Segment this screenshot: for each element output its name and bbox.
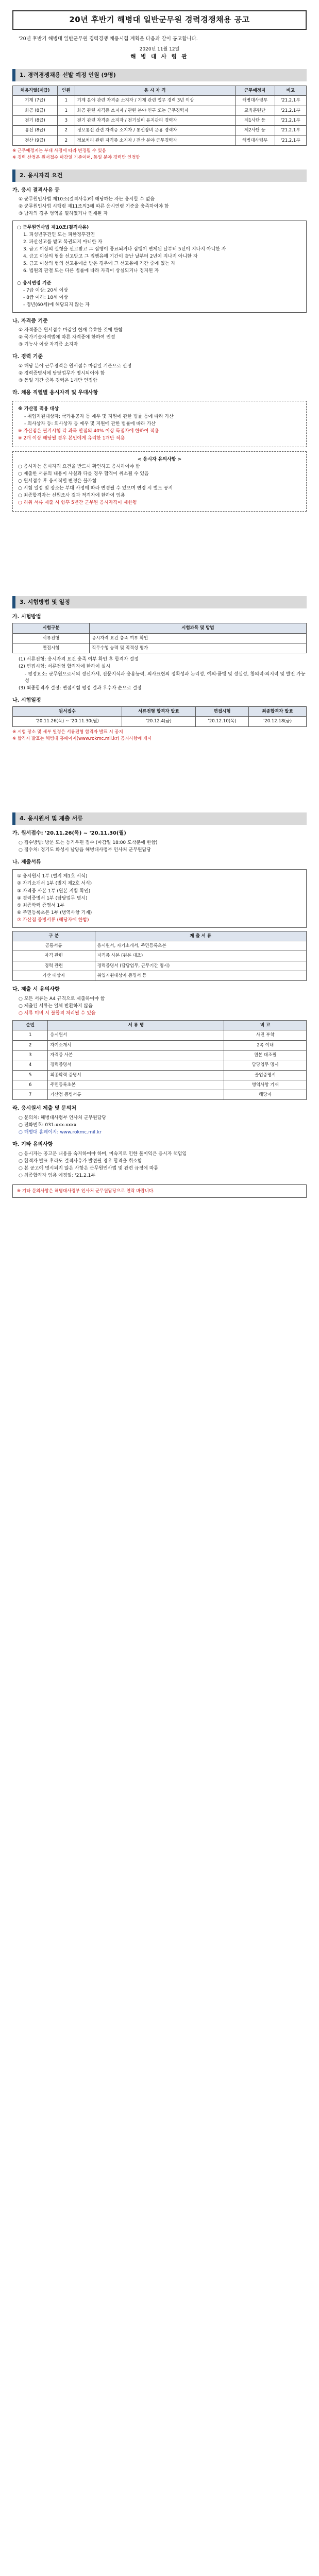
table-cell: 통신 (8급) (13, 126, 58, 135)
issuing-organization: 해 병 대 사 령 관 (130, 53, 189, 60)
text-line: ○ 서류 미비 시 불합격 처리될 수 있음 (19, 1010, 96, 1016)
text-line: ⑤ 최종학력 증명서 1부 (17, 903, 64, 908)
subsection-heading: 가. 원서접수: '20.11.26(목) ~ '20.11.30(월) (12, 831, 126, 837)
table-cell: 병역사항 기재 (224, 1080, 307, 1090)
table-cell: 원본 대조필 (224, 1050, 307, 1060)
text-line: ② 군무원인사법 시행령 제11조의3에 따른 응시연령 기준을 충족하여야 함 (19, 204, 169, 210)
table-cell: 정보통신 관련 자격증 소지자 / 통신장비 운용 경력자 (75, 126, 235, 135)
col-number: 순번 (13, 1020, 48, 1030)
section-3-header: 3. 시험방법 및 일정 (12, 596, 307, 608)
text-line: ③ 자격증 사본 1부 (원본 지참 확인) (17, 888, 91, 894)
text-line: (1) 서류전형: 응시자격 요건 충족 여부 확인 후 합격자 결정 (19, 657, 139, 663)
table-cell: 전기 (8급) (13, 116, 58, 126)
text-line: ○ 접수처: 경기도 화성시 남양읍 해병대사령부 인사처 군무원담당 (19, 847, 151, 853)
table-cell: 사진 부착 (224, 1030, 307, 1040)
text-line: ○ 응시자는 응시자격 요건을 반드시 확인하고 응시하여야 함 (18, 464, 140, 469)
table-row (13, 1050, 307, 1060)
text-line: ④ 경력증명서 1부 (담당업무 명시) (17, 895, 88, 901)
text-line: ※ 합격자 발표는 해병대 홈페이지(www.rokmc.mil.kr) 공지사항에 게시 (12, 736, 152, 742)
notice-title: 20년 후반기 해병대 일반군무원 경력경쟁채용 공고 (12, 10, 307, 30)
text-line: ○ 최종합격자는 신원조사 결과 적격자에 한하여 임용 (18, 493, 125, 498)
col-interview: 면접시험 (196, 707, 249, 717)
col-exam-method: 시험과목 및 방법 (89, 623, 306, 633)
table-cell: '20.11.26(목) ~ '20.11.30(월) (13, 717, 122, 726)
s4-sub4-lines (12, 1115, 307, 1136)
text-line: (2) 면접시험: 서류전형 합격자에 한하여 실시 (19, 664, 110, 670)
table1-note: ※ 경력 산정은 원서접수 마감일 기준이며, 동일 분야 경력만 인정함 (12, 155, 140, 161)
text-line: 1. 피성년후견인 또는 피한정후견인 (23, 232, 95, 238)
table-cell: 7 (13, 1090, 48, 1100)
col-requirements: 응 시 자 격 (75, 86, 235, 96)
table-cell: 응시원서, 자기소개서, 주민등록초본 (95, 941, 306, 951)
section-4-header: 4. 응시원서 및 제출 서류 (12, 812, 307, 825)
table-cell: 면접시험 (13, 643, 90, 653)
table-cell: '21.2.1부 (275, 126, 306, 135)
table-cell: 6 (13, 1080, 48, 1090)
text-line: - 7급 이상: 20세 이상 (23, 287, 69, 293)
text-line: ③ 동일 기간 중복 경력은 1개만 인정함 (19, 378, 97, 383)
subsection-heading: 라. 응시원서 제출 및 문의처 (12, 1106, 76, 1112)
text-line: ○ 해병대 홈페이지: www.rokmc.mil.kr (19, 1130, 102, 1136)
s4-sub3-lines (12, 996, 307, 1017)
table-cell: 제1사단 등 (235, 116, 275, 126)
table-row (13, 941, 307, 951)
table-row (13, 1070, 307, 1080)
table-row (13, 1090, 307, 1100)
text-line: 4. 금고 이상의 형을 선고받고 그 집행유예 기간이 끝난 날부터 2년이 지나지 아니한 자 (23, 254, 198, 260)
table-cell: 자기소개서 (48, 1040, 224, 1050)
subsection-heading: 마. 기타 유의사항 (12, 1142, 53, 1148)
table-cell: 1 (58, 96, 75, 106)
text-line: ○ 제출한 서류의 내용이 사실과 다를 경우 합격이 취소될 수 있음 (18, 471, 149, 477)
text-line: ① 응시원서 1부 (별지 제1호 서식) (17, 874, 88, 879)
subsection-heading: 나. 제출서류 (12, 859, 41, 865)
col-doc-remark: 비 고 (224, 1020, 307, 1030)
text-line: - 의사상자 등: 의사상자 등 예우 및 지원에 관한 법률에 따라 가산 (24, 421, 156, 427)
table-cell: 경력 관련 (13, 961, 95, 971)
table-cell: 2 (58, 126, 75, 135)
exam-method-table (12, 623, 307, 653)
table-cell: '20.12.4(금) (122, 717, 195, 726)
s2-sub1-lines (12, 196, 307, 217)
table-cell: 제2사단 등 (235, 126, 275, 135)
table-cell: 3 (13, 1050, 48, 1060)
table-row (13, 1030, 307, 1040)
table-cell: 전기 관련 자격증 소지자 / 전기설비 유지관리 경력자 (75, 116, 235, 126)
text-line: ③ 남자의 경우 병역을 필하였거나 면제된 자 (19, 211, 108, 217)
docs-category-table (12, 931, 307, 981)
col-doc-name: 서 류 명 (48, 1020, 224, 1030)
table-cell: 3 (58, 116, 75, 126)
text-line: ○ 원서접수 후 응시직렬 변경은 불가함 (18, 478, 97, 484)
table-cell: 해병대사령부 (235, 96, 275, 106)
subsection-heading: 다. 경력 기준 (12, 354, 43, 360)
col-position: 채용직렬(계급) (13, 86, 58, 96)
table-cell: 자격증 사본 (48, 1050, 224, 1060)
table1-note: ※ 근무예정지는 부대 사정에 따라 변경될 수 있음 (12, 148, 107, 154)
text-line: ※ 2개 이상 해당될 경우 본인에게 유리한 1개만 적용 (18, 435, 125, 441)
table-row (13, 951, 307, 961)
subsection-heading: 가. 응시 결격사유 등 (12, 187, 60, 193)
text-line: ○ 최종합격자 임용 예정일: '21.2.1부 (19, 1173, 96, 1178)
table-cell: '21.2.1부 (275, 106, 306, 115)
text-line: ① 자격증은 원서접수 마감일 현재 유효한 것에 한함 (19, 328, 123, 333)
text-line: ○ 문의처: 해병대사령부 인사처 군무원담당 (19, 1115, 107, 1121)
positions-table (12, 86, 307, 146)
table-cell: 5 (13, 1070, 48, 1080)
s2-sub3-lines (12, 363, 307, 384)
text-line: ※ 가산점은 필기시험 각 과목 만점의 40% 이상 득점자에 한하여 적용 (18, 428, 159, 434)
section-1-header: 1. 경력경쟁채용 선발 예정 인원 (9명) (12, 69, 307, 81)
box-title: < 응시자 유의사항 > (137, 456, 182, 462)
table-cell: 경력증명서 (48, 1060, 224, 1070)
col-location: 근무예정지 (235, 86, 275, 96)
table-row (13, 96, 307, 106)
table-cell: '20.12.10(목) (196, 717, 249, 726)
text-line: ① 해당 분야 근무경력은 원서접수 마감일 기준으로 산정 (19, 363, 132, 369)
table-cell: 가산 대상자 (13, 971, 95, 981)
disqualification-box (12, 221, 307, 313)
notice-date: 2020년 11월 12일 (139, 46, 180, 52)
text-line: ① 군무원인사법 제10조(결격사유)에 해당하는 자는 응시할 수 없음 (19, 197, 155, 202)
section-2-header: 2. 응시자격 요건 (12, 170, 307, 182)
table1-notes (12, 148, 307, 161)
table-cell: 화공 (8급) (13, 106, 58, 115)
text-line: ⑦ 가산점 증빙서류 (해당자에 한함) (17, 917, 89, 923)
table-row (13, 106, 307, 115)
col-exam-type: 시험구분 (13, 623, 90, 633)
subsection-heading: 나. 자격증 기준 (12, 318, 48, 324)
col-count: 인원 (58, 86, 75, 96)
subsection-heading: 나. 시험일정 (12, 697, 41, 703)
table-cell: 취업지원대상자 증명서 등 (95, 971, 306, 981)
table-row (13, 126, 307, 135)
table-cell: 기계 분야 관련 자격증 소지자 / 기계 관련 업무 경력 3년 이상 (75, 96, 235, 106)
col-application: 원서접수 (13, 707, 122, 717)
subsection-heading: 가. 시험방법 (12, 614, 41, 620)
text-line: ○ 전화번호: 031-xxx-xxxx (19, 1123, 77, 1128)
table-cell: 1 (58, 106, 75, 115)
table-cell: '21.2.1부 (275, 135, 306, 145)
table-row (13, 971, 307, 981)
text-line: - 취업지원대상자: 국가유공자 등 예우 및 지원에 관한 법률 등에 따라 가산 (24, 414, 174, 419)
text-line: ② 자기소개서 1부 (별지 제2호 서식) (17, 881, 92, 887)
text-line: ○ 제출된 서류는 일체 반환하지 않음 (19, 1003, 93, 1009)
table-cell: 서류전형 (13, 633, 90, 643)
box-title: ○ 군무원인사법 제10조(결격사유) (17, 225, 89, 231)
text-line: ○ 접수방법: 방문 또는 등기우편 접수 (마감일 18:00 도착분에 한함) (19, 840, 158, 845)
s4-sub1-lines (12, 840, 307, 854)
box-title: ○ 응시연령 기준 (17, 280, 52, 286)
table-row (13, 643, 307, 653)
table-cell: '20.12.18(금) (249, 717, 307, 726)
table-cell: '21.2.1부 (275, 96, 306, 106)
s2-sub2-lines (12, 327, 307, 348)
col-category: 구 분 (13, 931, 95, 941)
text-line: 5. 금고 이상의 형의 선고유예를 받은 경우에 그 선고유예 기간 중에 있는 자 (23, 261, 176, 267)
bonus-points-box (12, 401, 307, 447)
text-line: - 평정요소: 군무원으로서의 정신자세, 전문지식과 응용능력, 의사표현의 정확성과 논리성, 예의·품행 및 성실성, 창의력·의지력 및 발전 가능성 (25, 671, 306, 684)
text-line: ③ 기능사 이상 자격증 소지자 (19, 342, 78, 348)
text-line: ② 국가기술자격법에 따른 자격증에 한하여 인정 (19, 335, 115, 341)
table-cell: 교육훈련단 (235, 106, 275, 115)
table-cell: 2쪽 이내 (224, 1040, 307, 1050)
s4-sub5-lines (12, 1151, 307, 1179)
text-line: - 정년(60세)에 해당되지 않는 자 (23, 302, 90, 308)
table-row (13, 961, 307, 971)
table-cell: 해당자 (224, 1090, 307, 1100)
table-cell: '21.2.1부 (275, 116, 306, 126)
text-line: ○ 허위 서류 제출 시 향후 5년간 군무원 응시자격이 제한됨 (18, 500, 137, 505)
table-row (13, 1080, 307, 1090)
table-row (13, 135, 307, 145)
text-line: ※ 가산점 적용 대상 (18, 406, 59, 412)
text-line: ○ 본 공고에 명시되지 않은 사항은 군무원인사법 및 관련 규정에 따름 (19, 1165, 159, 1171)
footer-note: ※ 기타 문의사항은 해병대사령부 인사처 군무원담당으로 연락 바랍니다. (12, 1184, 307, 1198)
table-cell: 4 (13, 1060, 48, 1070)
table-cell: 최종학력 증명서 (48, 1070, 224, 1080)
table-cell: 자격 관련 (13, 951, 95, 961)
text-line: 6. 법원의 판결 또는 다른 법률에 따라 자격이 상실되거나 정지된 자 (23, 268, 159, 274)
text-line: ② 경력증명서에 담당업무가 명시되어야 함 (19, 370, 105, 376)
table-cell: 1 (13, 1030, 48, 1040)
subsection-heading: 다. 제출 시 유의사항 (12, 987, 60, 993)
table-cell: 주민등록초본 (48, 1080, 224, 1090)
docs-list-table (12, 1020, 307, 1100)
text-line: 2. 파산선고를 받고 복권되지 아니한 자 (23, 240, 103, 245)
text-line: - 8급 이하: 18세 이상 (23, 295, 69, 300)
text-line: ○ 모든 서류는 A4 규격으로 제출하여야 함 (19, 996, 105, 1002)
text-line: 3. 금고 이상의 실형을 선고받고 그 집행이 종료되거나 집행이 면제된 날부터 5년이 지나지 아니한 자 (23, 247, 226, 252)
table-row (13, 717, 307, 726)
table-cell: 기계 (7급) (13, 96, 58, 106)
text-line: ※ 시험 장소 및 세부 일정은 서류전형 합격자 발표 시 공지 (12, 729, 123, 735)
notice-page (12, 0, 307, 1198)
col-final-result: 최종합격자 발표 (249, 707, 307, 717)
table-cell: 담당업무 명시 (224, 1060, 307, 1070)
table-row (13, 633, 307, 643)
table-row (13, 1060, 307, 1070)
subsection-heading: 라. 채용 직렬별 응시자격 및 우대사항 (12, 389, 98, 396)
applicant-cautions-box (12, 451, 307, 512)
col-documents: 제 출 서 류 (95, 931, 306, 941)
table-cell: 해병대사령부 (235, 135, 275, 145)
table-cell: 가산점 증빙서류 (48, 1090, 224, 1100)
table-cell: 2 (13, 1040, 48, 1050)
table-row (13, 1040, 307, 1050)
table-row (13, 116, 307, 126)
docs-list-body (13, 1030, 307, 1100)
table-cell: 경력증명서 (담당업무, 근무기간 명시) (95, 961, 306, 971)
table-cell: 졸업증명서 (224, 1070, 307, 1080)
schedule-notes (12, 729, 307, 742)
table-cell: 자격증 사본 (원본 대조) (95, 951, 306, 961)
text-line: ○ 합격자 발표 후라도 결격사유가 발견될 경우 합격을 취소함 (19, 1158, 142, 1164)
notice-intro: '20년 후반기 해병대 일반군무원 경력경쟁 채용시험 계획을 다음과 같이 공고합니다. (19, 36, 198, 42)
table-cell: 응시원서 (48, 1030, 224, 1040)
col-remark: 비고 (275, 86, 306, 96)
table-cell: 공통서류 (13, 941, 95, 951)
text-line: ⑥ 주민등록초본 1부 (병역사항 기재) (17, 910, 92, 916)
required-docs-box (12, 869, 307, 927)
text-line: ○ 시험 일정 및 장소는 부대 사정에 따라 변경될 수 있으며 변경 시 별도 공지 (18, 485, 173, 491)
positions-table-body (13, 96, 307, 146)
table-cell: 전산 (9급) (13, 135, 58, 145)
text-line: (3) 최종합격자 결정: 면접시험 평정 결과 우수자 순으로 결정 (19, 685, 142, 691)
signoff (12, 46, 307, 61)
col-doc-result: 서류전형 합격자 발표 (122, 707, 195, 717)
text-line: ○ 응시자는 공고문 내용을 숙지하여야 하며, 미숙지로 인한 불이익은 응시자 책임임 (19, 1151, 187, 1157)
table-cell: 응시자격 요건 충족 여부 확인 (89, 633, 306, 643)
s3-sub1-lines (12, 656, 307, 691)
table-cell: 직무수행 능력 및 적격성 평가 (89, 643, 306, 653)
table-cell: 정보처리 관련 자격증 소지자 / 전산 분야 근무경력자 (75, 135, 235, 145)
table-cell: 화공 관련 자격증 소지자 / 관련 분야 연구 또는 근무경력자 (75, 106, 235, 115)
exam-schedule-table (12, 706, 307, 727)
table-cell: 2 (58, 135, 75, 145)
